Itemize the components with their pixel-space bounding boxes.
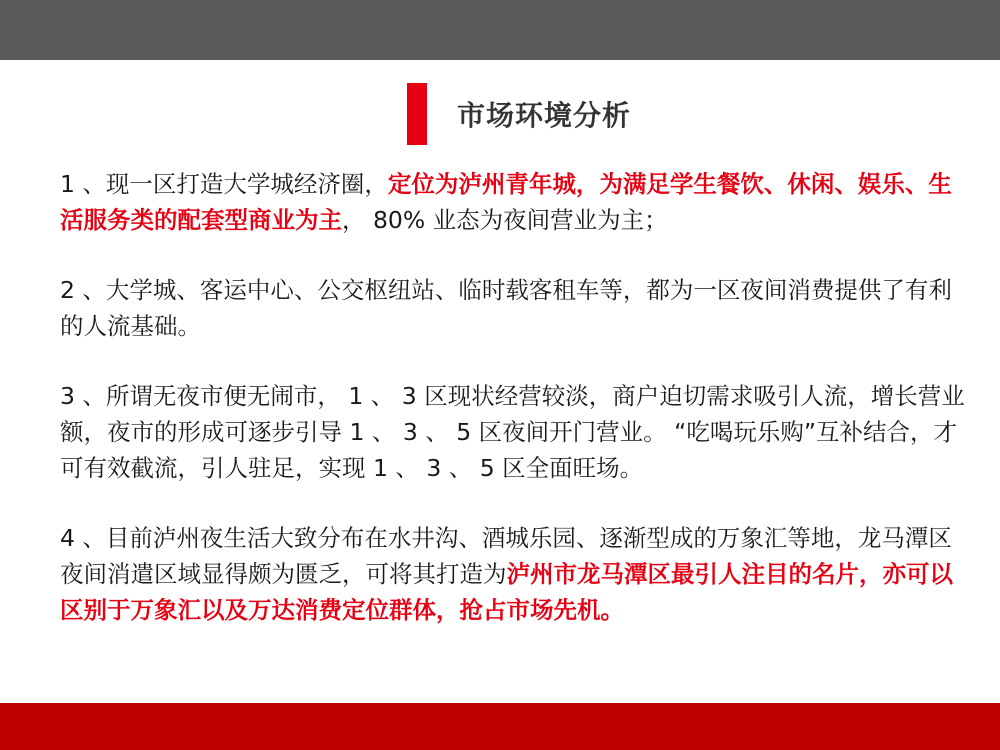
paragraph-2-text: 2 、大学城、客运中心、公交枢纽站、临时载客租车等，都为一区夜间消费提供了有利的人流基础。 xyxy=(60,276,952,340)
bottom-footer-bar xyxy=(0,703,1000,750)
slide-content xyxy=(60,166,965,662)
slide-title-block xyxy=(407,83,631,145)
paragraph-2 xyxy=(60,272,965,344)
paragraph-4 xyxy=(60,520,965,628)
paragraph-3-text: 3 、所谓无夜市便无闹市， 1 、 3 区现状经营较淡，商户迫切需求吸引人流，增长营业额，夜市的形成可逐步引导 1 、 3 、 5 区夜间开门营业。 “吃喝玩乐购”互补结合，才可有效截流，引人驻足，实现 1 、 3 、 5 区全面旺场。 xyxy=(60,382,965,482)
paragraph-1 xyxy=(60,166,965,238)
paragraph-4-highlight: 泸州市龙马潭区最引人注目的名片，亦可以区别于万象汇以及万达消费定位群体，抢占市场先机。 xyxy=(60,560,953,624)
paragraph-1-highlight: 定位为泸州青年城，为满足学生餐饮、休闲、娱乐、生活服务类的配套型商业为主 xyxy=(60,170,952,234)
paragraph-1-tail: ， 80% 业态为夜间营业为主； xyxy=(342,206,668,234)
paragraph-4-text: 4 、目前泸州夜生活大致分布在水井沟、酒城乐园、逐渐型成的万象汇等地，龙马潭区夜间消遣区域显得颇为匮乏，可将其打造为 xyxy=(60,524,952,588)
paragraph-1-text: 1 、现一区打造大学城经济圈， xyxy=(60,170,388,198)
slide-title: 市场环境分析 xyxy=(457,99,632,132)
title-accent-bar xyxy=(407,83,427,145)
paragraph-3 xyxy=(60,378,965,486)
top-header-bar xyxy=(0,0,1000,60)
